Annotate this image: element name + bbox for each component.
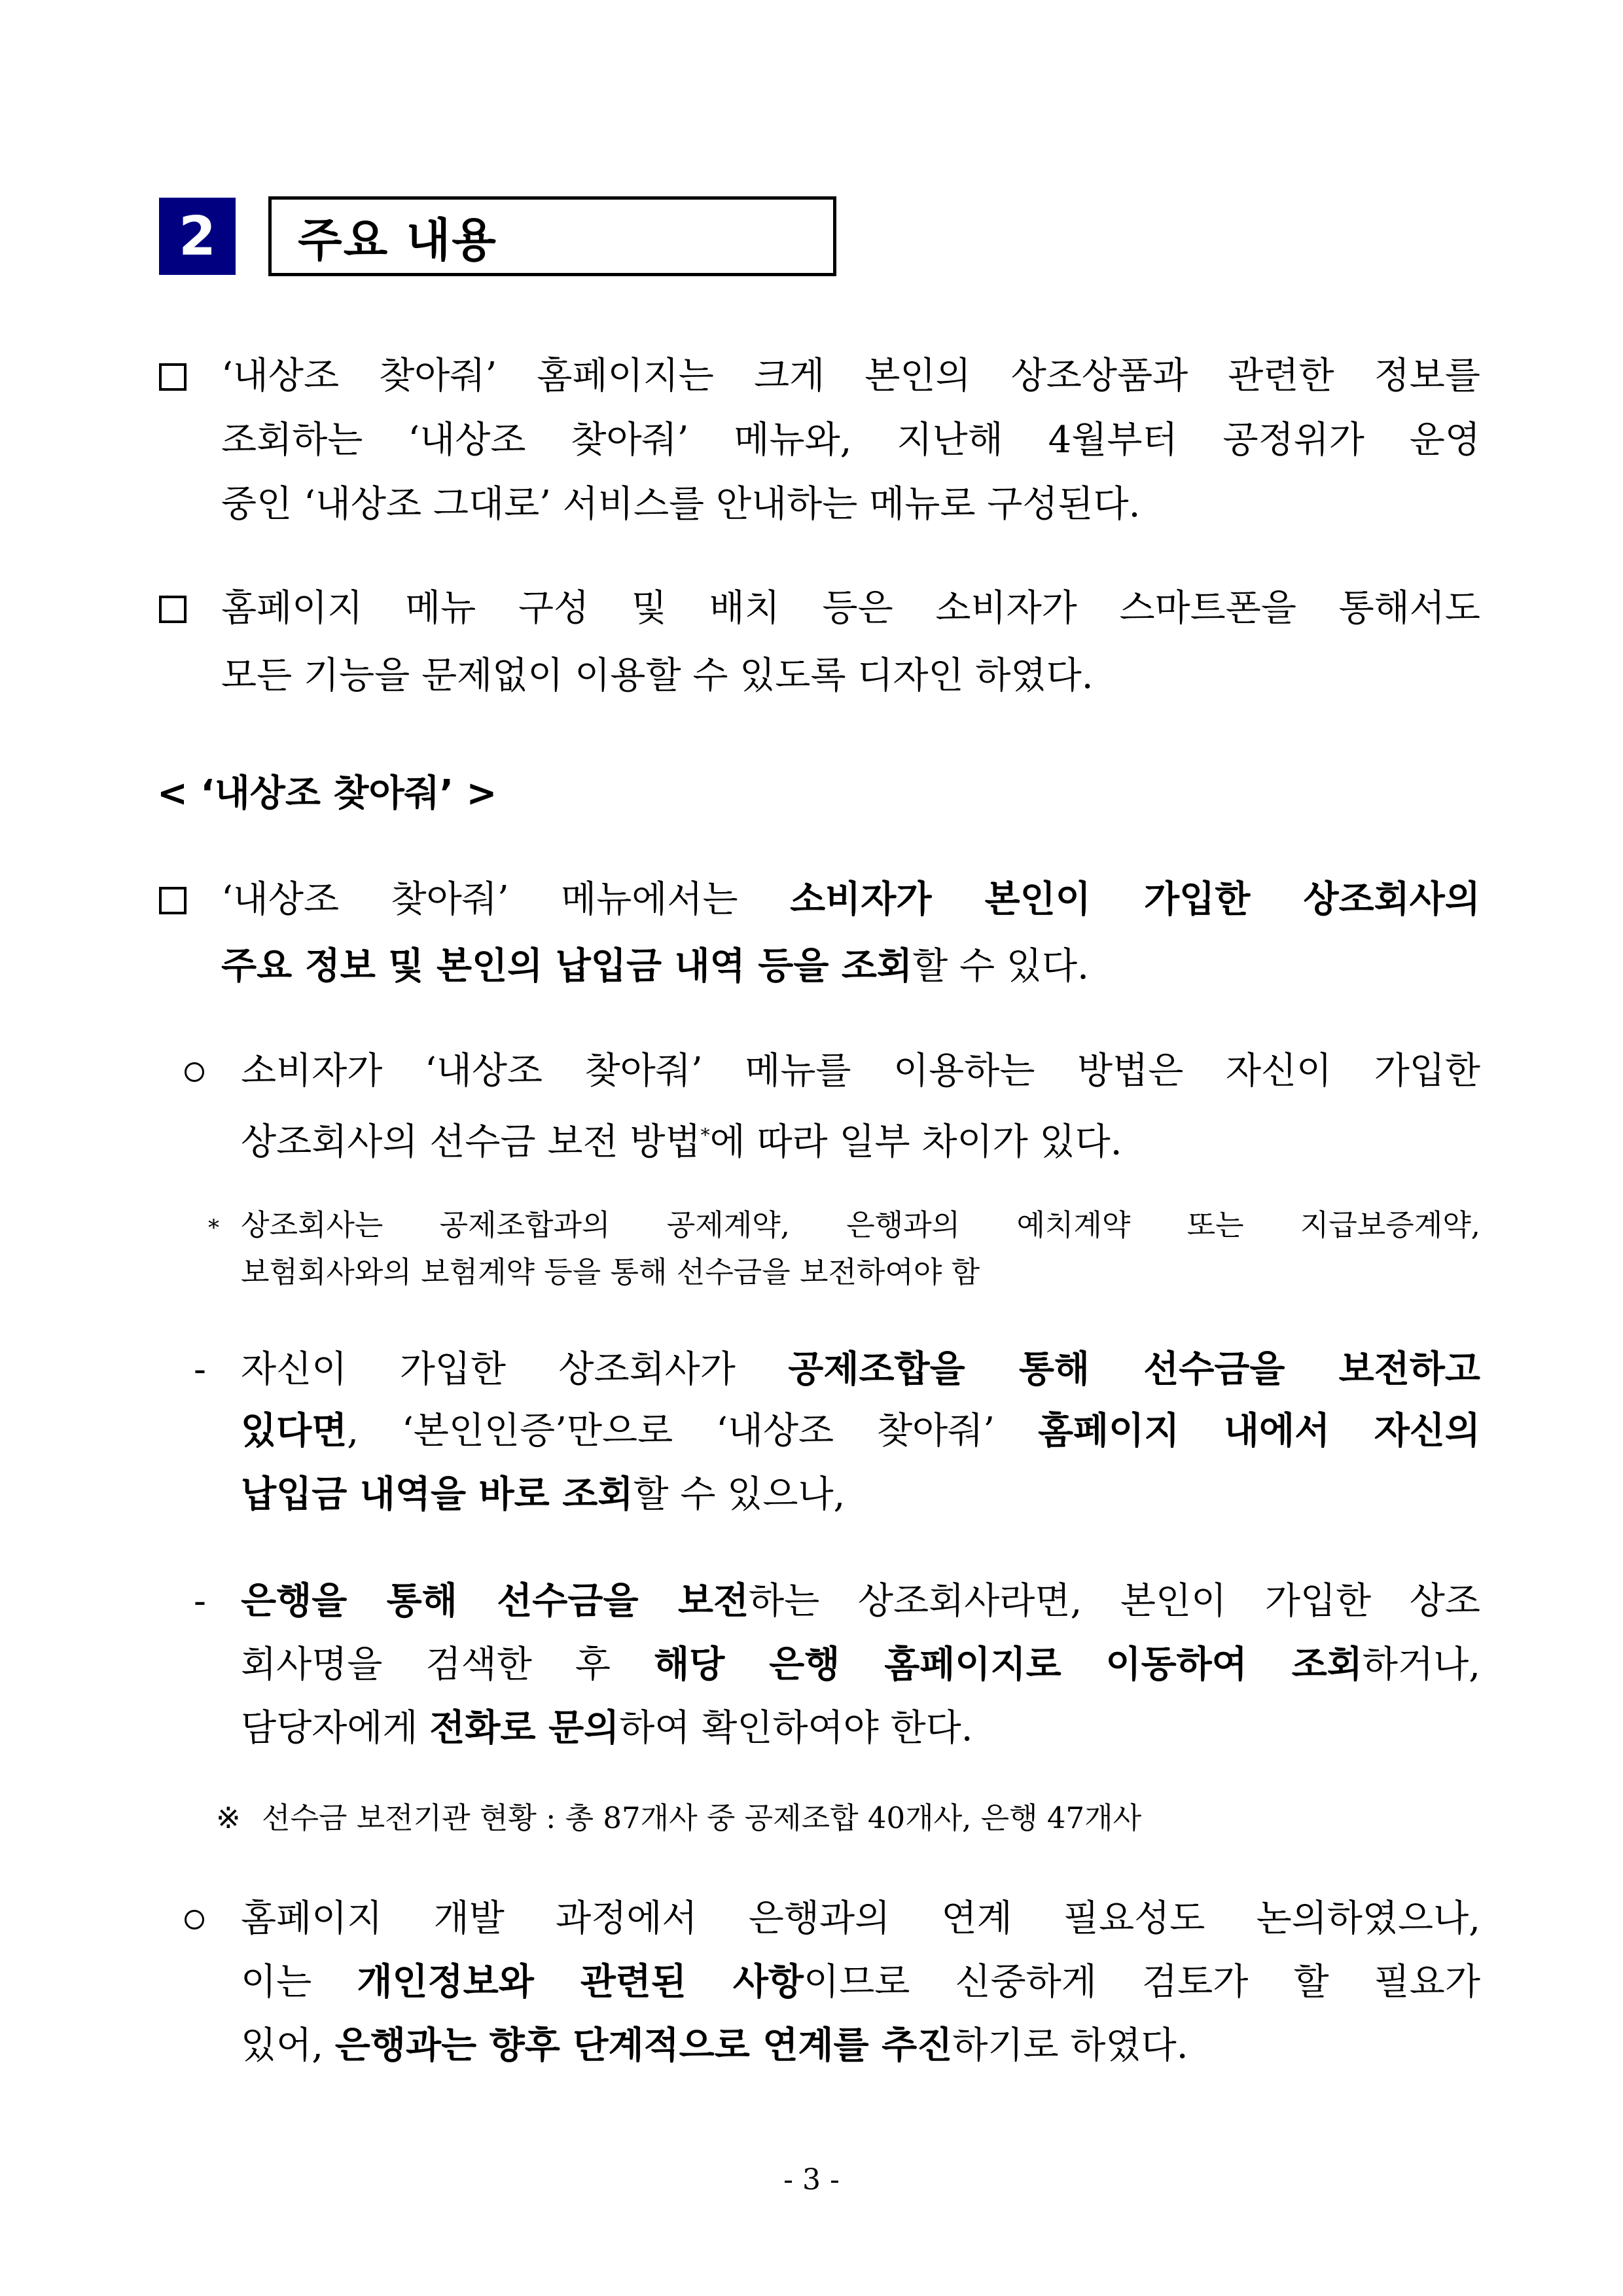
text: 담당자에게 [241, 1707, 430, 1749]
emphasis-text: 주요 정보 및 본인의 납입금 내역 등을 조회 [221, 945, 913, 988]
text: ‘내상조 찾아줘’ 메뉴에서는 [221, 878, 791, 921]
emphasis-text: 공제조합을 통해 선수금을 보전하고 [788, 1348, 1480, 1391]
section-number-badge [159, 198, 236, 275]
dash1-line1 [241, 1347, 1480, 1393]
subheading: < ‘내상조 찾아줘’ > [157, 772, 497, 815]
para3-line2 [221, 944, 1089, 990]
dash1-line3 [241, 1472, 845, 1518]
dash-bullet: - [194, 1348, 206, 1391]
text: 상조회사의 선수금 보전 방법 [241, 1121, 701, 1164]
footnote-line2: 보험회사와의 보험계약 등을 통해 선수금을 보전하여야 함 [241, 1255, 980, 1289]
emphasis-text: 납입금 내역을 바로 조회 [241, 1473, 633, 1516]
dash2-line3 [241, 1706, 973, 1751]
item2-line3 [241, 2023, 1188, 2069]
checkbox-bullet-icon [159, 887, 187, 914]
note-marker: ※ [216, 1801, 241, 1835]
emphasis-text: 전화로 문의 [429, 1707, 620, 1749]
dash2-line1 [241, 1579, 1480, 1624]
section-title: 주요 내용 [298, 213, 497, 267]
emphasis-text: 홈페이지 내에서 자신의 [1037, 1410, 1480, 1452]
text: 이는 [241, 1961, 357, 2003]
item2-line1: 홈페이지 개발 과정에서 은행과의 연계 필요성도 논의하였으나, [241, 1897, 1480, 1940]
note-text: 선수금 보전기관 현황 : 총 87개사 중 공제조합 40개사, 은행 47개사 [262, 1801, 1142, 1835]
page-number: - 3 - [783, 2163, 840, 2197]
para1-line1: ‘내상조 찾아줘’ 홈페이지는 크게 본인의 상조상품과 관련한 정보를 [221, 355, 1480, 397]
item1-line1: 소비자가 ‘내상조 찾아줘’ 메뉴를 이용하는 방법은 자신이 가입한 [241, 1050, 1480, 1092]
text: 하여 확인하여야 한다. [619, 1707, 973, 1749]
circle-bullet-icon [185, 1910, 204, 1929]
footnote-marker: * [208, 1215, 219, 1241]
text: 하기로 하였다. [952, 2024, 1188, 2067]
para2-line2: 모든 기능을 문제없이 이용할 수 있도록 디자인 하였다. [221, 655, 1094, 697]
footnote-line1: 상조회사는 공제조합과의 공제계약, 은행과의 예치계약 또는 지급보증계약, [241, 1208, 1480, 1242]
section-number: 2 [178, 205, 217, 268]
text: 할 수 있다. [912, 945, 1089, 988]
text: 하는 상조회사라면, 본인이 가입한 상조 [749, 1580, 1480, 1623]
dash-bullet: - [194, 1580, 206, 1623]
text: 회사명을 검색한 후 [241, 1643, 654, 1686]
checkbox-bullet-icon [159, 596, 187, 623]
emphasis-text: 있다면 [241, 1410, 348, 1452]
text: 이므로 신중하게 검토가 할 필요가 [804, 1961, 1480, 2003]
text: 할 수 있으나, [633, 1473, 846, 1516]
dash1-line2 [241, 1408, 1480, 1454]
text: 에 따라 일부 차이가 있다. [709, 1121, 1122, 1164]
text: 자신이 가입한 상조회사가 [241, 1348, 789, 1391]
text: 있어, [241, 2024, 335, 2067]
emphasis-text: 은행을 통해 선수금을 보전 [241, 1580, 749, 1623]
text: 하거나, [1362, 1643, 1480, 1686]
text: , ‘본인인증’만으로 ‘내상조 찾아줘’ [347, 1410, 1038, 1452]
emphasis-text: 은행과는 향후 단계적으로 연계를 추진 [334, 2024, 953, 2067]
emphasis-text: 해당 은행 홈페이지로 이동하여 조회 [654, 1643, 1363, 1686]
emphasis-text: 소비자가 본인이 가입한 상조회사의 [790, 878, 1480, 921]
para2-line1: 홈페이지 메뉴 구성 및 배치 등은 소비자가 스마트폰을 통해서도 [221, 587, 1480, 630]
para1-line2: 조회하는 ‘내상조 찾아줘’ 메뉴와, 지난해 4월부터 공정위가 운영 [221, 419, 1480, 461]
para3-line1 [221, 877, 1480, 923]
emphasis-text: 개인정보와 관련된 사항 [357, 1961, 804, 2003]
footnote-marker: * [700, 1124, 710, 1146]
circle-bullet-icon [185, 1062, 204, 1082]
dash2-line2 [241, 1642, 1480, 1688]
para1-line3: 중인 ‘내상조 그대로’ 서비스를 안내하는 메뉴로 구성된다. [221, 483, 1141, 526]
checkbox-bullet-icon [159, 363, 187, 391]
section-title-box [268, 196, 836, 276]
item1-line2 [241, 1113, 1122, 1166]
item2-line2 [241, 1960, 1480, 2005]
